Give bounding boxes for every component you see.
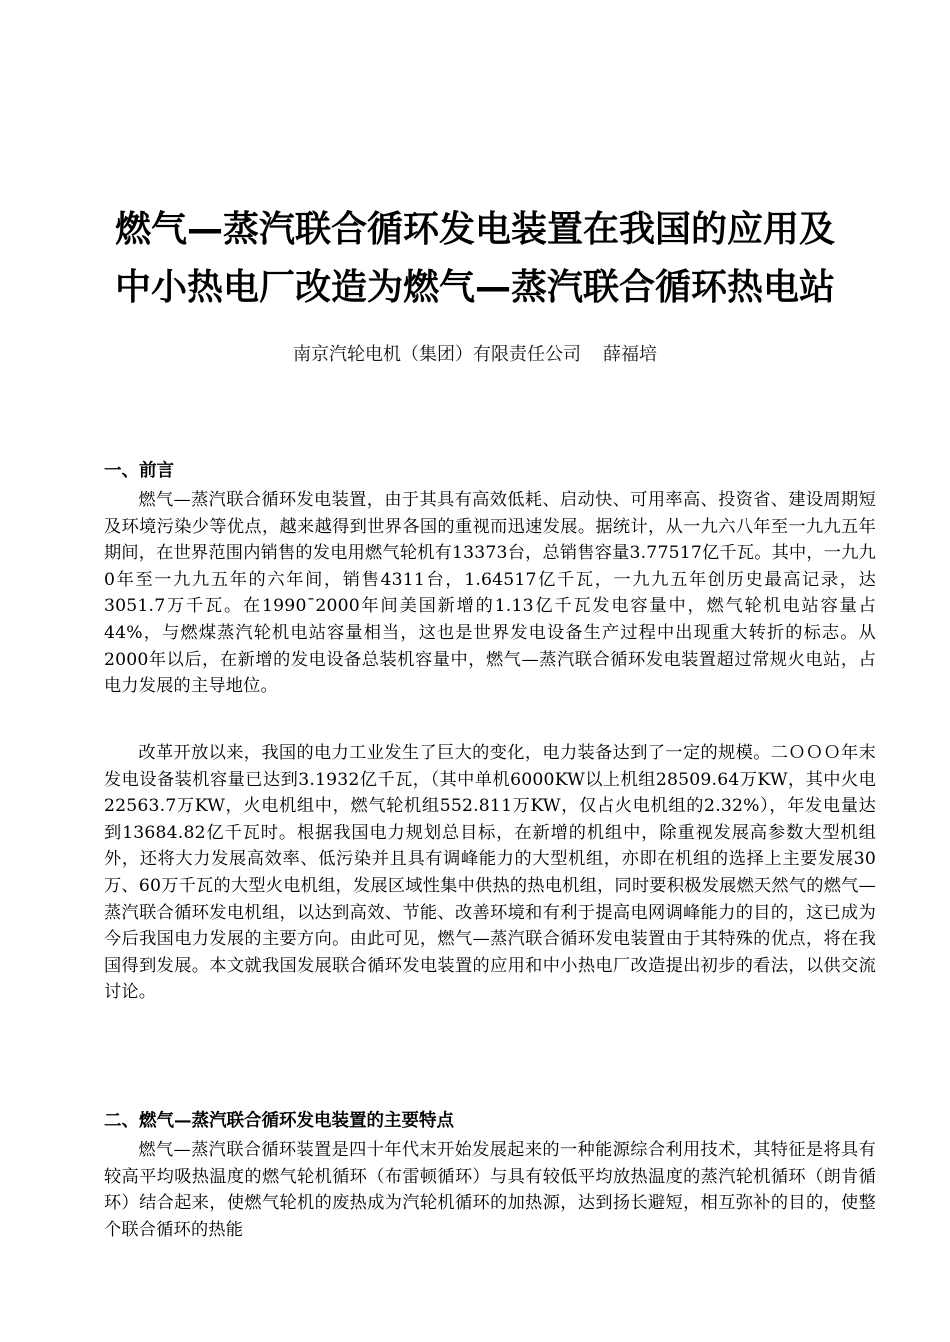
title-line-2: 中小热电厂改造为燃气—蒸汽联合循环热电站 [114,267,835,308]
section1-paragraph-1: 燃气—蒸汽联合循环发电装置，由于其具有高效低耗、启动快、可用率高、投资省、建设周期短及环境污染少等优点，越来越得到世界各国的重视而迅速发展。据统计，从一九六八年至一九九五年期间，在世界范围内销售的发电用燃气轮机有13373台，总销售容量3.77517亿千瓦。其中，一九九0年至一九九五年的六年间，销售4311台，1.64517亿千瓦，一九九五年创历史最高记录，达3051.7万千瓦。在1990¯2000年间美国新增的1.13亿千瓦发电容量中，燃气轮机电站容量占44%，与燃煤蒸汽轮机电站容量相当，这也是世界发电设备生产过程中出现重大转折的标志。从2000年以后，在新增的发电设备总装机容量中，燃气—蒸汽联合循环发电装置超过常规火电站，占电力发展的主导地位。 [104,490,876,697]
section2-paragraph-1: 燃气—蒸汽联合循环装置是四十年代末开始发展起来的一种能源综合利用技术，其特征是将具有较高平均吸热温度的燃气轮机循环（布雷顿循环）与具有较低平均放热温度的蒸汽轮机循环（朗肯循环）结合起来，使燃气轮机的废热成为汽轮机循环的加热源，达到扬长避短，相互弥补的目的，使整个联合循环的热能 [104,1140,876,1240]
title-line-1: 燃气—蒸汽联合循环发电装置在我国的应用及 [114,209,835,250]
author-line [0,343,950,367]
author-name: 薛福培 [603,344,657,365]
author-organization: 南京汽轮电机（集团）有限责任公司 [293,344,581,365]
section1-paragraph-2: 改革开放以来，我国的电力工业发生了巨大的变化，电力装备达到了一定的规模。二ＯＯＯ年末发电设备装机容量已达到3.1932亿千瓦，（其中单机6000KW以上机组28509.64万KW，其中火电22563.7万KW，火电机组中，燃气轮机组552.811万KW，仅占火电机组的2.32%），年发电量达到13684.82亿千瓦时。根据我国电力规划总目标，在新增的机组中，除重视发展高参数大型机组外，还将大力发展高效率、低污染并且具有调峰能力的大型机组，亦即在机组的选择上主要发展30万、60万千瓦的大型火电机组，发展区域性集中供热的热电机组，同时要积极发展燃天然气的燃气—蒸汽联合循环发电机组，以达到高效、节能、改善环境和有利于提高电网调峰能力的目的，这已成为今后我国电力发展的主要方向。由此可见，燃气—蒸汽联合循环发电装置由于其特殊的优点，将在我国得到发展。本文就我国发展联合循环发电装置的应用和中小热电厂改造提出初步的看法，以供交流讨论。 [104,743,876,1003]
section-heading-1: 一、前言 [104,461,174,481]
section-heading-2: 二、燃气—蒸汽联合循环发电装置的主要特点 [104,1111,454,1131]
